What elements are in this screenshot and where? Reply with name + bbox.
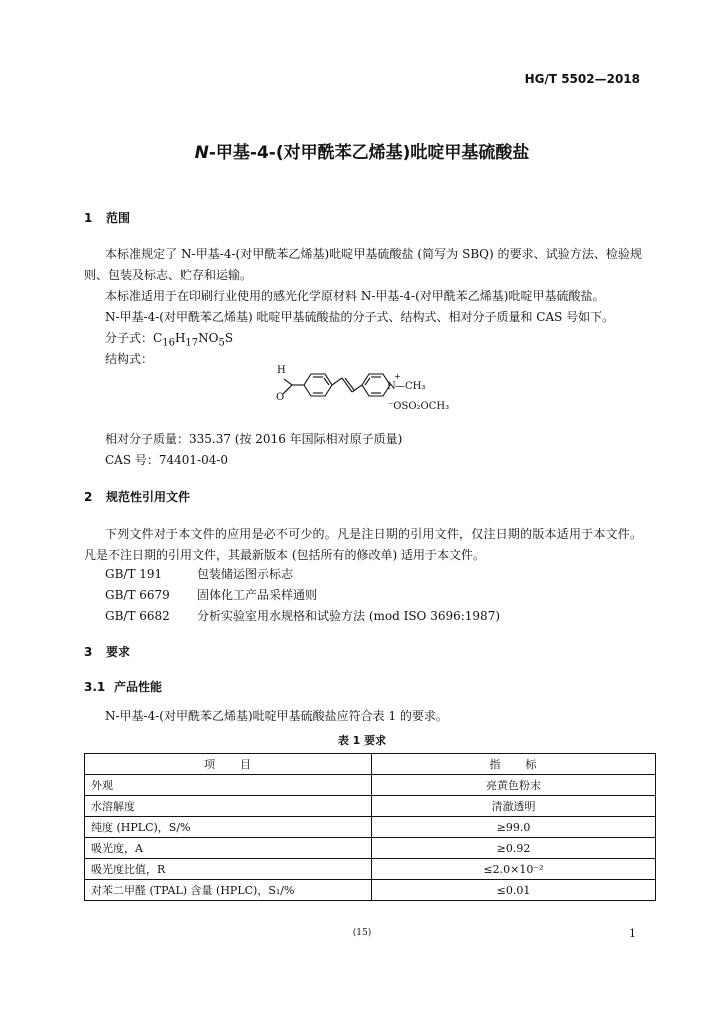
- nitrogen-label: N: [387, 381, 396, 392]
- section-1-paragraph-3: N-甲基-4-(对甲酰苯乙烯基) 吡啶甲基硫酸盐的分子式、结构式、相对分子质量和 CAS 号如下。: [105, 310, 615, 324]
- spec-cell: ≥0.92: [372, 838, 656, 859]
- title-text: -甲基-4-(对甲酰苯乙烯基)吡啶甲基硫酸盐: [208, 143, 530, 163]
- section-2-number: 2: [84, 490, 93, 504]
- subsection-3-1-heading: [84, 678, 162, 695]
- structure-label: 结构式：: [105, 352, 154, 366]
- page-reference: (15): [352, 928, 372, 938]
- table-row: [85, 775, 656, 796]
- section-1-title: 范围: [106, 211, 131, 225]
- reference-item: [105, 564, 293, 585]
- spec-cell: 亮黄色粉末: [372, 775, 656, 796]
- cas-number: CAS 号：74401-04-0: [105, 453, 229, 467]
- item-cell: 纯度 (HPLC)，S/%: [85, 817, 372, 838]
- section-3-paragraph: N-甲基-4-(对甲酰苯乙烯基)吡啶甲基硫酸盐应符合表 1 的要求。: [105, 709, 448, 723]
- title-italic-prefix: N: [194, 143, 209, 163]
- hydrogen-label: H: [277, 365, 286, 376]
- methyl-label: —CH₃: [395, 381, 426, 392]
- plus-charge: +: [394, 372, 401, 381]
- structural-formula: [262, 357, 482, 427]
- standard-code: HG/T 5502—2018: [524, 72, 640, 86]
- item-cell: 吸光度比值，R: [85, 859, 372, 880]
- table-row: [85, 880, 656, 901]
- formula-label: 分子式：: [105, 331, 154, 345]
- column-header-spec: 指 标: [372, 754, 656, 775]
- bond: [332, 378, 342, 385]
- formula-element: C: [153, 331, 163, 345]
- document-title: [0, 138, 724, 163]
- relative-molecular-mass: 相对分子质量：335.37 (按 2016 年国际相对原子质量): [105, 432, 403, 446]
- bond: [284, 379, 292, 385]
- formula-element: H: [174, 331, 186, 345]
- section-3-number: 3: [84, 645, 93, 659]
- item-cell: 水溶解度: [85, 796, 372, 817]
- section-3-title: 要求: [106, 645, 131, 659]
- subsection-title: 产品性能: [114, 680, 163, 694]
- section-2-paragraph: 下列文件对于本文件的应用是必不可少的。凡是注日期的引用文件，仅注日期的版本适用于本文件。凡是不注日期的引用文件，其最新版本 (包括所有的修改单) 适用于本文件。: [84, 527, 642, 562]
- oxygen-label: O: [276, 392, 285, 403]
- spec-cell: ≤0.01: [372, 880, 656, 901]
- methylsulfate-anion: ⁻OSO₂OCH₃: [388, 401, 450, 412]
- formula-element: S: [224, 331, 234, 345]
- section-1-number: 1: [84, 211, 93, 225]
- reference-title: 分析实验室用水规格和试验方法 (mod ISO 3696:1987): [197, 609, 501, 623]
- section-1-paragraph-2: 本标准适用于在印刷行业使用的感光化学原材料 N-甲基-4-(对甲酰苯乙烯基)吡啶甲基硫酸盐。: [105, 289, 605, 303]
- table-row: [85, 859, 656, 880]
- column-header-item: 项 目: [85, 754, 372, 775]
- item-cell: 外观: [85, 775, 372, 796]
- reference-title: 固体化工产品采样通则: [197, 588, 318, 602]
- item-cell: 对苯二甲醛 (TPAL) 含量 (HPLC)，S₁/%: [85, 880, 372, 901]
- reference-code: GB/T 6679: [105, 588, 170, 602]
- table-row: [85, 817, 656, 838]
- requirements-table: [84, 753, 656, 901]
- table-caption: 表 1 要求: [337, 734, 387, 747]
- reference-title: 包装储运图示标志: [197, 567, 294, 581]
- reference-item: [105, 585, 317, 606]
- subsection-number: 3.1: [84, 680, 106, 694]
- formula-subscript: 16: [162, 337, 175, 349]
- table-header-row: [85, 754, 656, 775]
- section-2-heading: [84, 488, 190, 505]
- section-3-heading: [84, 643, 130, 660]
- spec-cell: ≥99.0: [372, 817, 656, 838]
- formula-subscript: 5: [218, 337, 225, 349]
- reference-code: GB/T 6682: [105, 609, 170, 623]
- page-number: 1: [629, 927, 636, 940]
- reference-code: GB/T 191: [105, 567, 163, 581]
- section-1-paragraph-1: 本标准规定了 N-甲基-4-(对甲酰苯乙烯基)吡啶甲基硫酸盐 (简写为 SBQ) 的要求、试验方法、检验规则、包装及标志、贮存和运输。: [84, 247, 642, 282]
- section-1-heading: [84, 209, 130, 226]
- formula-subscript: 17: [185, 337, 199, 349]
- formula-element: NO: [198, 331, 219, 345]
- spec-cell: 清澈透明: [372, 796, 656, 817]
- table-row: [85, 838, 656, 859]
- spec-cell: ≤2.0×10⁻²: [372, 859, 656, 880]
- table-row: [85, 796, 656, 817]
- reference-item: [105, 606, 500, 627]
- item-cell: 吸光度，A: [85, 838, 372, 859]
- section-2-title: 规范性引用文件: [106, 490, 191, 504]
